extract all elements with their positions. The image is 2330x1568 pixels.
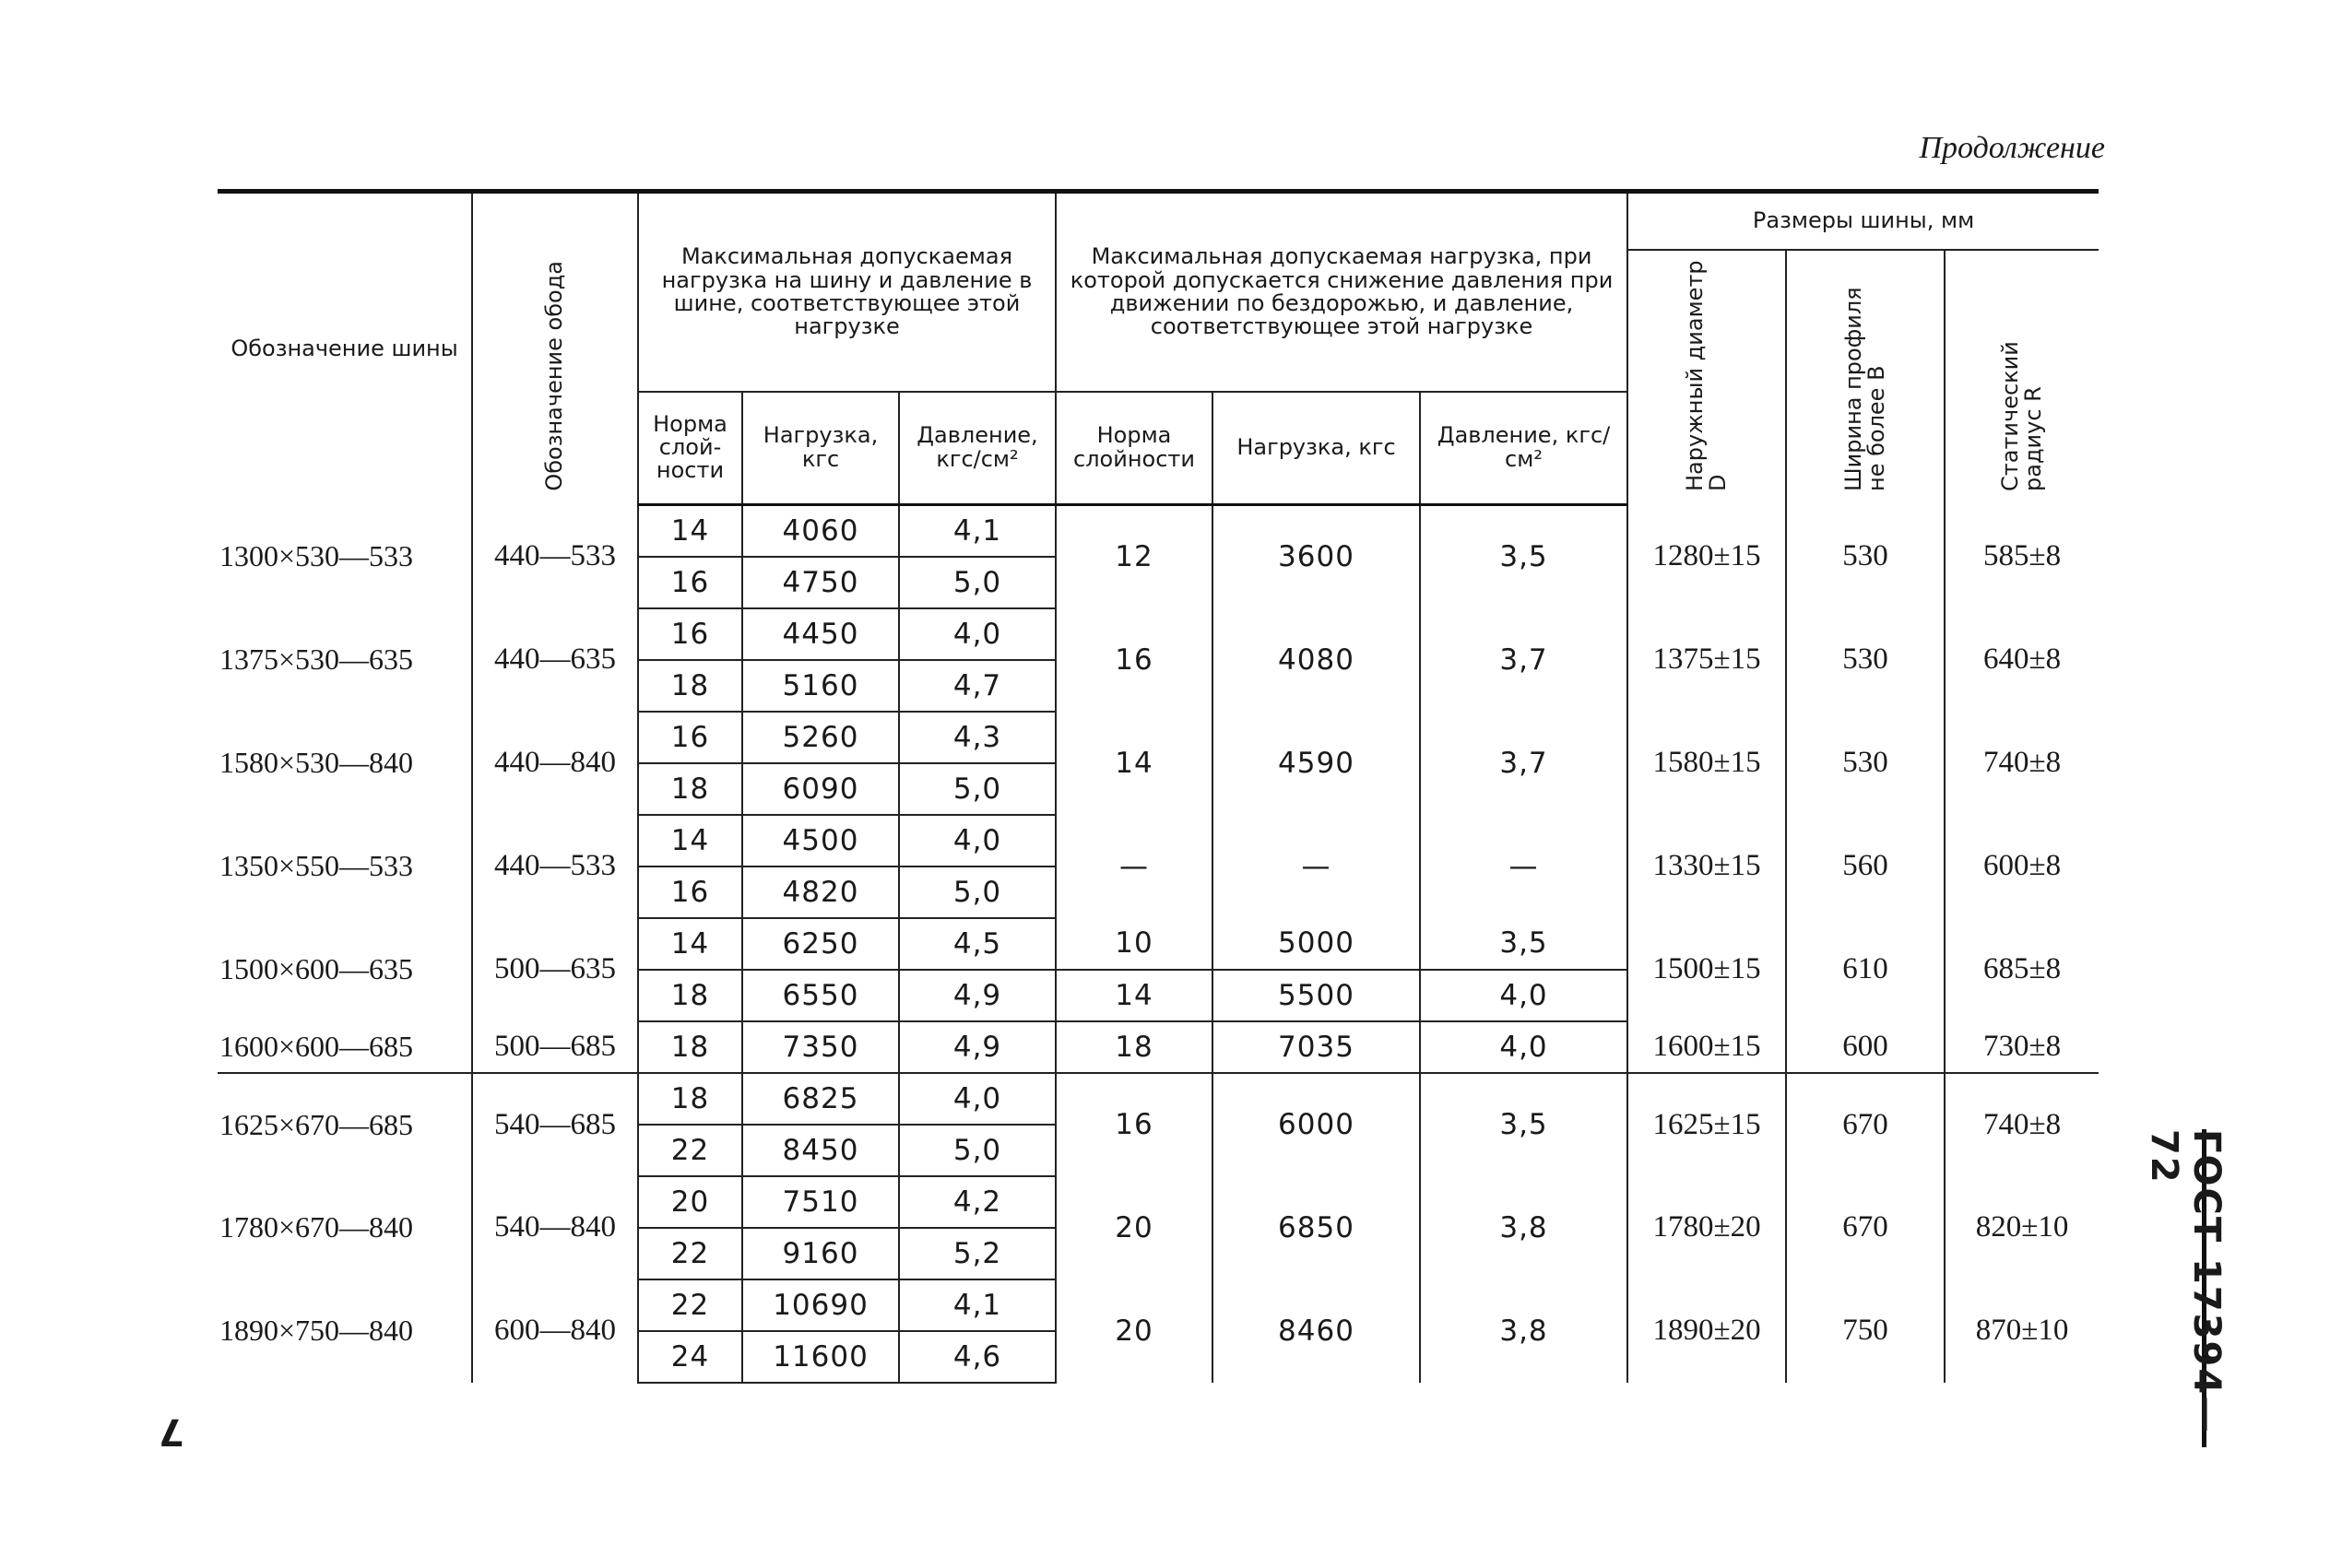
outer-diameter: 1280±15: [1627, 504, 1786, 608]
tire-specs-table-wrapper: [218, 189, 2099, 1384]
ply-rating: 24: [638, 1331, 742, 1383]
side-standard-title: ГОСТ 17394—72: [2137, 1129, 2206, 1447]
tire-designation: 1780×670—840: [219, 1210, 414, 1244]
header-rim: Обозначение обода: [472, 192, 638, 505]
static-radius: 870±10: [1945, 1279, 2099, 1383]
max-load: 6090: [742, 763, 899, 815]
max-load: 7510: [742, 1176, 899, 1228]
load-offroad: 6850: [1212, 1176, 1420, 1279]
max-load: 6250: [742, 918, 899, 970]
rim-designation: 540—685: [472, 1073, 638, 1176]
table-row: [218, 1176, 2099, 1228]
ply-rating: 18: [638, 660, 742, 712]
pressure-offroad: 3,8: [1420, 1279, 1627, 1383]
load-offroad: 6000: [1212, 1073, 1420, 1176]
tire-designation: 1580×530—840: [219, 746, 414, 779]
static-radius: 600±8: [1945, 815, 2099, 918]
max-load: 10690: [742, 1279, 899, 1331]
outer-diameter: 1580±15: [1627, 712, 1786, 815]
pressure: 4,1: [899, 1279, 1056, 1331]
ply-rating: 22: [638, 1125, 742, 1176]
ply-rating: 16: [638, 712, 742, 763]
outer-diameter: 1600±15: [1627, 1021, 1786, 1073]
pressure: 4,9: [899, 970, 1056, 1021]
pressure-offroad: 3,7: [1420, 608, 1627, 712]
outer-diameter: 1330±15: [1627, 815, 1786, 918]
pressure: 4,9: [899, 1021, 1056, 1073]
table-row: [218, 1279, 2099, 1331]
header-tire-sizes: Размеры шины, мм: [1627, 192, 2099, 251]
header-pressure-offroad: Давление, кгс/см²: [1420, 392, 1627, 505]
tire-designation: 1890×750—840: [219, 1314, 414, 1347]
header-static-radius: Статический радиус R: [1945, 250, 2099, 504]
max-load: 4500: [742, 815, 899, 867]
tire-designation: 1600×600—685: [218, 1021, 472, 1073]
pressure: 4,1: [899, 504, 1056, 557]
ply-rating: 14: [638, 504, 742, 557]
pressure: 4,0: [899, 1073, 1056, 1125]
rim-designation: 440—533: [472, 504, 638, 608]
table-row: [218, 504, 2099, 557]
rim-designation: 440—533: [472, 815, 638, 918]
ply-rating: 16: [638, 608, 742, 660]
profile-width: 560: [1786, 815, 1945, 918]
pressure: 5,0: [899, 867, 1056, 918]
static-radius: 640±8: [1945, 608, 2099, 712]
rim-designation: 600—840: [472, 1279, 638, 1383]
ply-rating-offroad: 10: [1056, 918, 1212, 970]
max-load: 8450: [742, 1125, 899, 1176]
header-ply: Норма слой-ности: [638, 392, 742, 505]
load-offroad: 4080: [1212, 608, 1420, 712]
profile-width: 670: [1786, 1073, 1945, 1176]
pressure-offroad: 3,7: [1420, 712, 1627, 815]
static-radius: 685±8: [1945, 918, 2099, 1021]
max-load: 4750: [742, 557, 899, 608]
outer-diameter: 1375±15: [1627, 608, 1786, 712]
max-load: 4060: [742, 504, 899, 557]
max-load: 11600: [742, 1331, 899, 1383]
max-load: 4820: [742, 867, 899, 918]
outer-diameter: 1500±15: [1627, 918, 1786, 1021]
pressure-offroad: 3,5: [1420, 504, 1627, 608]
ply-rating-offroad: 16: [1056, 1073, 1212, 1176]
load-offroad: —: [1212, 815, 1420, 918]
pressure-offroad: 3,5: [1420, 1073, 1627, 1176]
pressure: 5,0: [899, 763, 1056, 815]
outer-diameter: 1780±20: [1627, 1176, 1786, 1279]
ply-rating-offroad: 14: [1056, 712, 1212, 815]
tire-designation: 1375×530—635: [219, 643, 414, 676]
tire-designation: 1625×670—685: [219, 1107, 414, 1141]
ply-rating: 14: [638, 918, 742, 970]
pressure: 4,5: [899, 918, 1056, 970]
pressure: 5,0: [899, 1125, 1056, 1176]
load-offroad: 5000: [1212, 918, 1420, 970]
static-radius: 740±8: [1945, 1073, 2099, 1176]
ply-rating: 22: [638, 1279, 742, 1331]
pressure: 4,6: [899, 1331, 1056, 1383]
ply-rating-offroad: 16: [1056, 608, 1212, 712]
header-ply-offroad: Норма слойности: [1056, 392, 1212, 505]
ply-rating: 16: [638, 557, 742, 608]
header-pressure: Давление, кгс/см²: [899, 392, 1056, 505]
load-offroad: 5500: [1212, 970, 1420, 1021]
page-number: 7: [159, 1410, 184, 1453]
load-offroad: 8460: [1212, 1279, 1420, 1383]
pressure-offroad: 4,0: [1420, 970, 1627, 1021]
rim-designation: 540—840: [472, 1176, 638, 1279]
header-outer-diameter: Наружный диаметр D: [1627, 250, 1786, 504]
profile-width: 610: [1786, 918, 1945, 1021]
header-group-offroad: Максимальная допускаемая нагрузка, при которой допускается снижение давления при движении по бездорожью, и давление, соответствующее этой нагрузке: [1056, 192, 1627, 392]
pressure: 4,7: [899, 660, 1056, 712]
ply-rating: 14: [638, 815, 742, 867]
ply-rating-offroad: 12: [1056, 504, 1212, 608]
pressure: 4,0: [899, 608, 1056, 660]
table-row: [218, 815, 2099, 867]
pressure-offroad: —: [1420, 815, 1627, 918]
table-row: [218, 1021, 2099, 1073]
pressure: 4,0: [899, 815, 1056, 867]
table-body: [218, 504, 2099, 1383]
pressure: 5,0: [899, 557, 1056, 608]
ply-rating: 18: [638, 763, 742, 815]
rim-designation: 440—635: [472, 608, 638, 712]
header-profile-width: Ширина профиля не более B: [1786, 250, 1945, 504]
static-radius: 740±8: [1945, 712, 2099, 815]
ply-rating: 18: [638, 1021, 742, 1073]
profile-width: 530: [1786, 712, 1945, 815]
load-offroad: 3600: [1212, 504, 1420, 608]
pressure: 5,2: [899, 1228, 1056, 1279]
profile-width: 600: [1786, 1021, 1945, 1073]
profile-width: 750: [1786, 1279, 1945, 1383]
header-group-max-load: Максимальная допускаемая нагрузка на шину и давление в шине, соответствующее этой нагрузке: [638, 192, 1056, 392]
static-radius: 820±10: [1945, 1176, 2099, 1279]
ply-rating-offroad: 20: [1056, 1279, 1212, 1383]
load-offroad: 7035: [1212, 1021, 1420, 1073]
tire-designation: 1500×600—635: [219, 952, 414, 985]
ply-rating: 18: [638, 1073, 742, 1125]
rim-designation: 500—685: [472, 1021, 638, 1073]
table-row: [218, 712, 2099, 763]
pressure: 4,3: [899, 712, 1056, 763]
header-load-offroad: Нагрузка, кгс: [1212, 392, 1420, 505]
static-radius: 585±8: [1945, 504, 2099, 608]
ply-rating-offroad: 18: [1056, 1021, 1212, 1073]
ply-rating-offroad: —: [1056, 815, 1212, 918]
table-row: [218, 918, 2099, 970]
outer-diameter: 1890±20: [1627, 1279, 1786, 1383]
ply-rating: 16: [638, 867, 742, 918]
max-load: 7350: [742, 1021, 899, 1073]
pressure-offroad: 3,5: [1420, 918, 1627, 970]
load-offroad: 4590: [1212, 712, 1420, 815]
tire-specs-table: [218, 189, 2099, 1384]
ply-rating-offroad: 14: [1056, 970, 1212, 1021]
tire-designation: 1350×550—533: [219, 849, 414, 882]
header-tire: Обозначение шины: [218, 192, 472, 505]
profile-width: 530: [1786, 608, 1945, 712]
max-load: 4450: [742, 608, 899, 660]
pressure-offroad: 3,8: [1420, 1176, 1627, 1279]
max-load: 9160: [742, 1228, 899, 1279]
table-row: [218, 1073, 2099, 1125]
pressure-offroad: 4,0: [1420, 1021, 1627, 1073]
ply-rating-offroad: 20: [1056, 1176, 1212, 1279]
max-load: 6550: [742, 970, 899, 1021]
pressure: 4,2: [899, 1176, 1056, 1228]
rim-designation: 440—840: [472, 712, 638, 815]
profile-width: 670: [1786, 1176, 1945, 1279]
max-load: 6825: [742, 1073, 899, 1125]
table-row: [218, 608, 2099, 660]
ply-rating: 22: [638, 1228, 742, 1279]
rim-designation: 500—635: [472, 918, 638, 1021]
outer-diameter: 1625±15: [1627, 1073, 1786, 1176]
ply-rating: 20: [638, 1176, 742, 1228]
max-load: 5260: [742, 712, 899, 763]
header-load: Нагрузка, кгс: [742, 392, 899, 505]
static-radius: 730±8: [1945, 1021, 2099, 1073]
continuation-label: Продолжение: [1919, 131, 2105, 165]
profile-width: 530: [1786, 504, 1945, 608]
ply-rating: 18: [638, 970, 742, 1021]
tire-designation: 1300×530—533: [219, 538, 414, 572]
max-load: 5160: [742, 660, 899, 712]
